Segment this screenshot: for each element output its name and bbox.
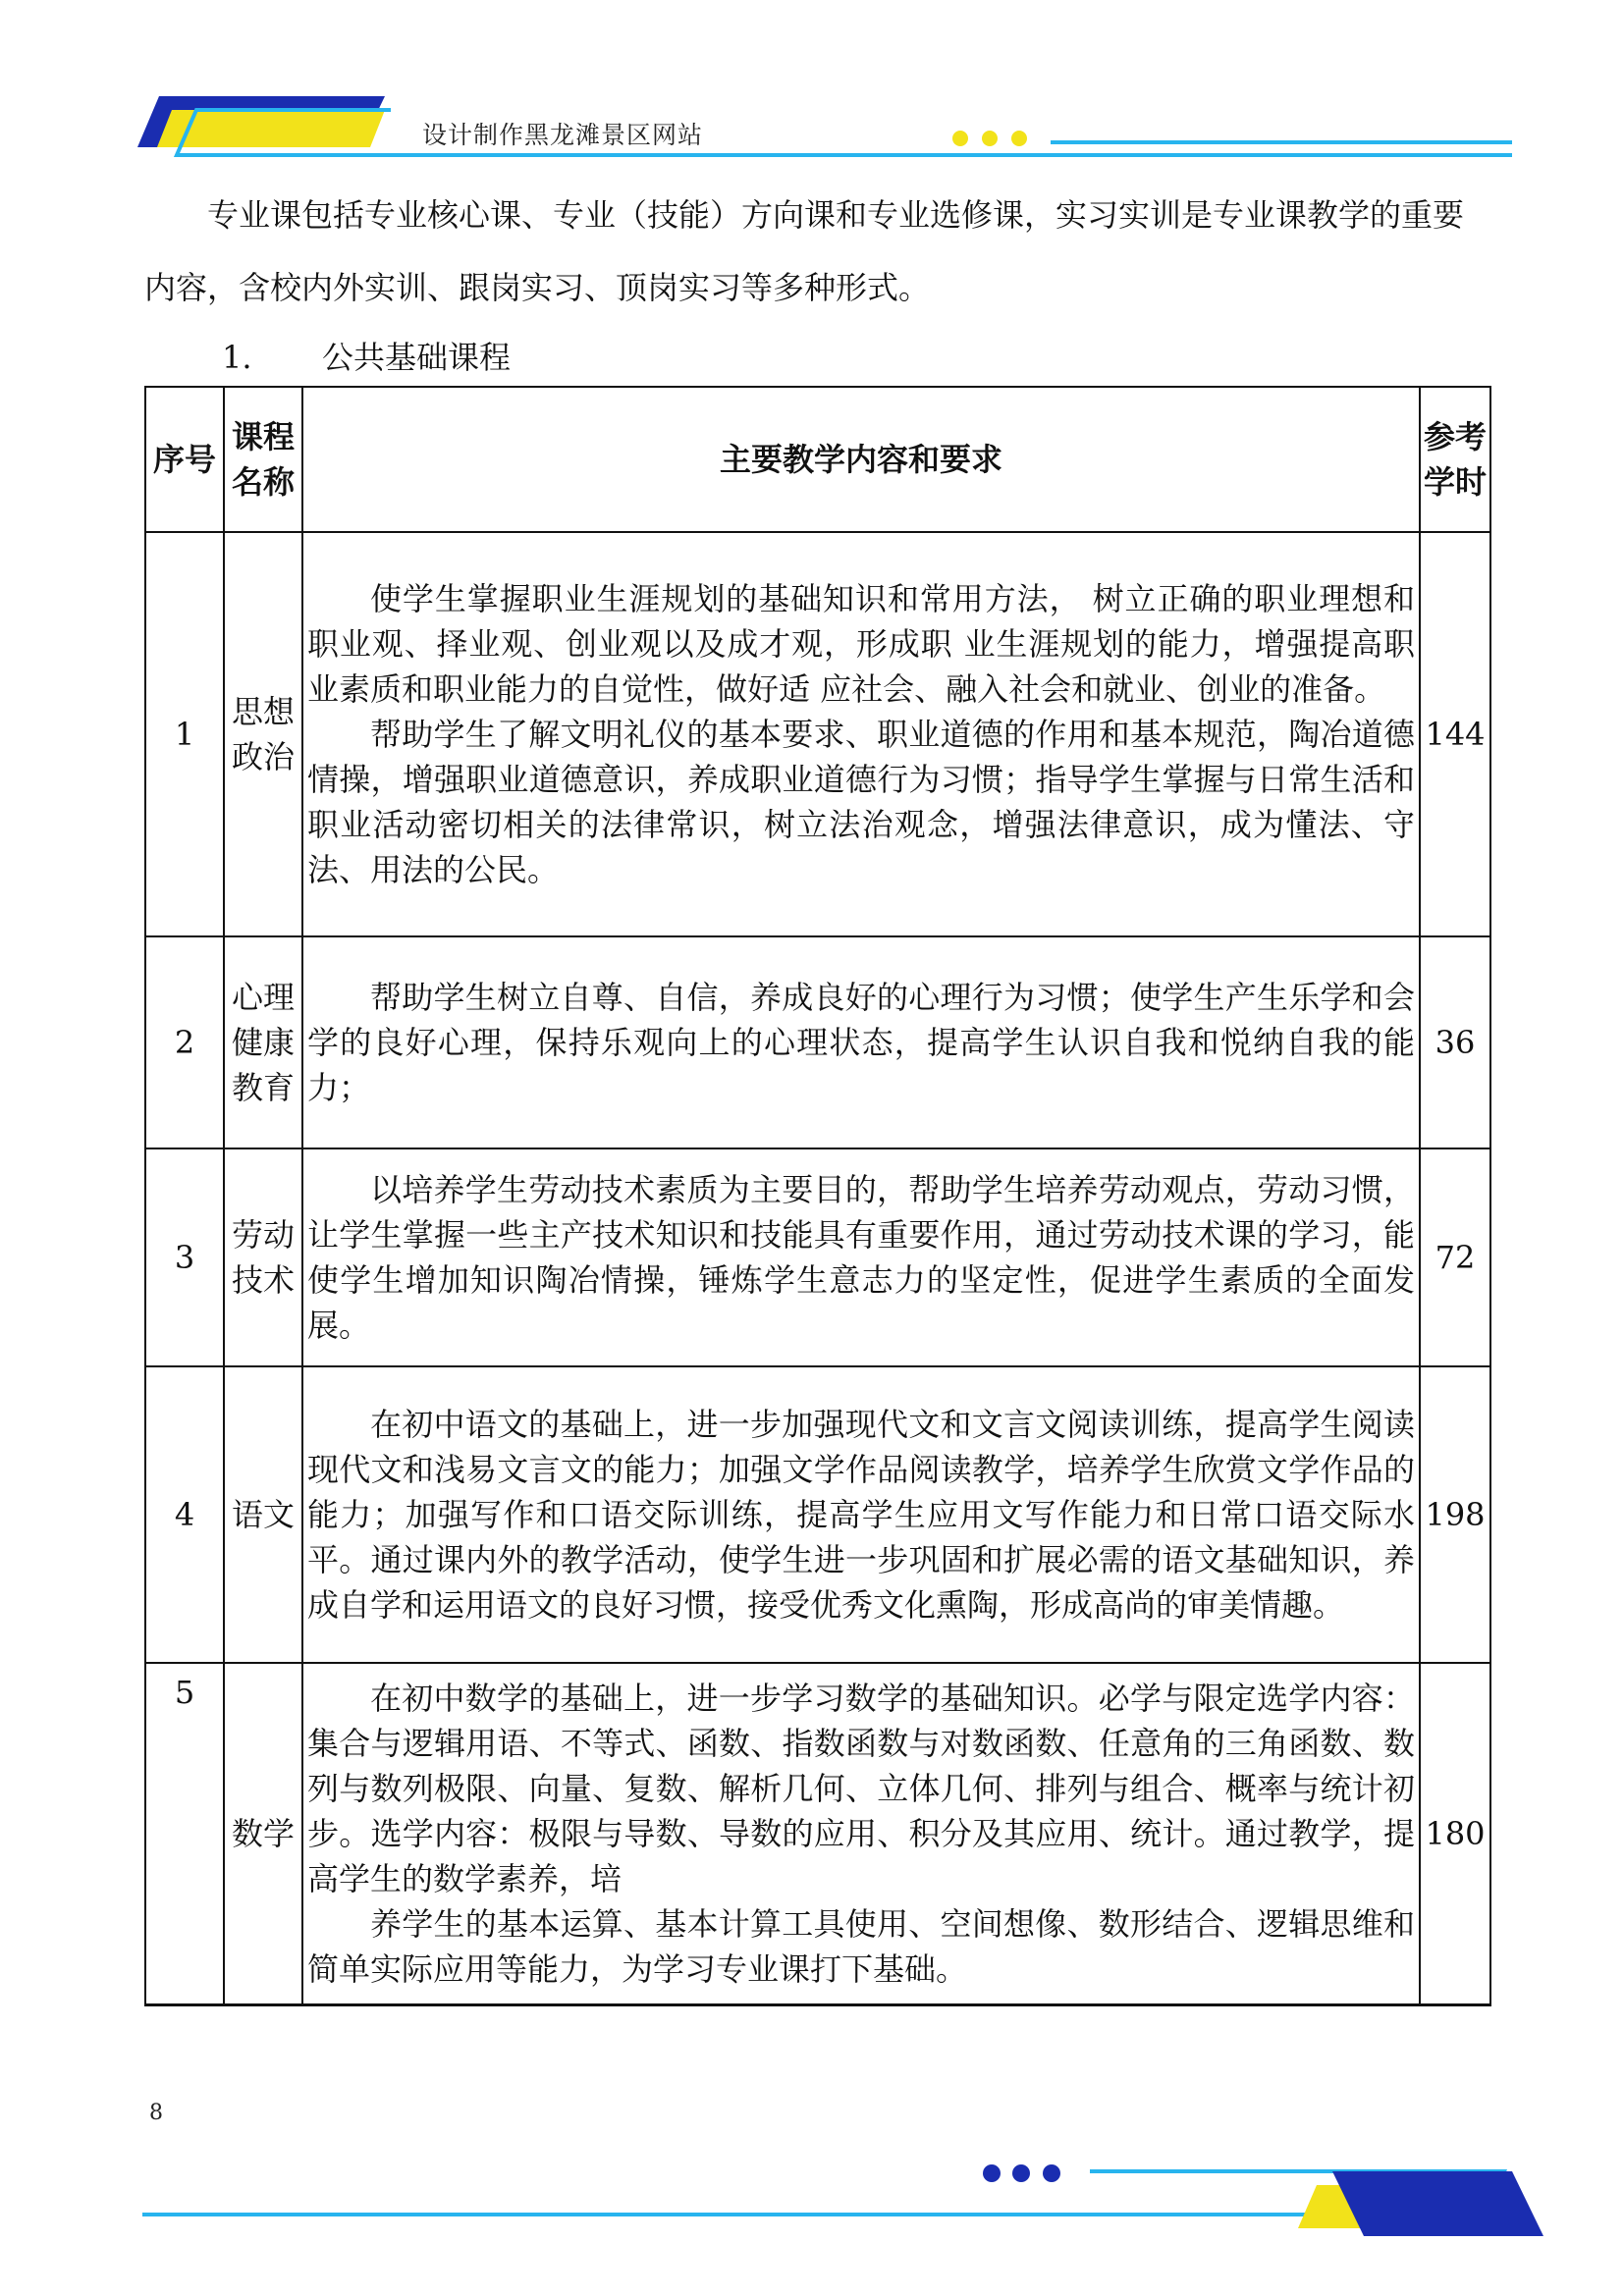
row-content-paragraph: 帮助学生树立自尊、自信，养成良好的心理行为习惯；使学生产生乐学和会学的良好心理，保持乐观向上的心理状态，提高学生认识自我和悦纳自我的能力； [307,979,1415,1106]
row-no: 4 [145,1366,224,1663]
row-no: 5 [145,1663,224,2004]
header-name-line1: 课程 [231,418,295,455]
header-hours-line1: 参考 [1423,418,1487,455]
footer-cyan-outline [142,2171,1504,2215]
row-hours: 198 [1420,1366,1490,1663]
row-no: 1 [145,532,224,936]
row-hours: 144 [1420,532,1490,936]
header-name-line2: 名称 [231,463,295,501]
table-row [145,936,1490,1148]
row-content [302,1148,1420,1366]
header-hours [1420,387,1490,532]
page-number: 8 [149,2101,163,2125]
table-header-row [145,387,1490,532]
row-course-name-line: 技术 [231,1261,295,1299]
section-number: 1. [222,339,252,376]
header-no: 序号 [145,387,224,532]
row-hours: 180 [1420,1663,1490,2004]
row-course-name [224,532,302,936]
row-course-name-line: 劳动 [231,1216,295,1254]
row-course-name-line: 教育 [231,1069,295,1106]
footer-dot-3 [1043,2164,1060,2182]
row-course-name-line: 政治 [231,738,295,775]
course-table [144,386,1491,2006]
row-content [302,1366,1420,1663]
footer-navy-parallelogram [1332,2171,1543,2236]
row-course-name [224,936,302,1148]
row-content [302,1663,1420,2004]
header-hours-line2: 学时 [1423,463,1487,501]
header-decoration [0,0,1624,177]
footer-dot-2 [1012,2164,1030,2182]
section-title: 公共基础课程 [322,339,512,376]
row-course-name [224,1148,302,1366]
table-row [145,532,1490,936]
row-content [302,532,1420,936]
footer-dot-1 [983,2164,1001,2182]
row-hours: 36 [1420,936,1490,1148]
row-content-paragraph: 在初中数学的基础上，进一步学习数学的基础知识。必学与限定选学内容：集合与逻辑用语、不等式、函数、指数函数与对数函数、任意角的三角函数、数列与数列极限、向量、复数、解析几何、立体几何、排列与组合、概率与统计初步。选学内容：极限与导数、导数的应用、积分及其应用、统计。通过教学，提高学生的数学素养，培 [307,1679,1415,1897]
intro-paragraph: 专业课包括专业核心课、专业（技能）方向课和专业选修课，实习实训是专业课教学的重要内容，含校内外实训、跟岗实习、顶岗实习等多种形式。 [144,196,1465,306]
header-dot-2 [982,131,998,146]
footer-decoration [0,2120,1624,2277]
row-course-name-line: 健康 [231,1024,295,1061]
row-no: 2 [145,936,224,1148]
row-course-name-line: 数学 [231,1814,295,1852]
row-course-name-line: 心理 [231,979,295,1016]
row-no: 3 [145,1148,224,1366]
row-hours: 72 [1420,1148,1490,1366]
row-content-paragraph: 在初中语文的基础上，进一步加强现代文和文言文阅读训练，提高学生阅读现代文和浅易文言文的能力；加强文学作品阅读教学，培养学生欣赏文学作品的能力；加强写作和口语交际训练，提高学生应用文写作能力和日常口语交际水平。通过课内外的教学活动，使学生进一步巩固和扩展必需的语文基础知识，养成自学和运用语文的良好习惯，接受优秀文化熏陶，形成高尚的审美情趣。 [307,1406,1415,1624]
header-name [224,387,302,532]
row-course-name [224,1366,302,1663]
header-dot-3 [1011,131,1027,146]
row-content [302,936,1420,1148]
header-yellow-parallelogram [157,110,385,147]
table-row [145,1663,1490,2004]
row-content-paragraph: 以培养学生劳动技术素质为主要目的，帮助学生培养劳动观点，劳动习惯，让学生掌握一些主产技术知识和技能具有重要作用，通过劳动技术课的学习，能使学生增加知识陶冶情操，锤炼学生意志力的坚定性，促进学生素质的全面发展。 [307,1171,1415,1344]
row-content-paragraph: 帮助学生了解文明礼仪的基本要求、职业道德的作用和基本规范，陶冶道德情操，增强职业道德意识，养成职业道德行为习惯；指导学生掌握与日常生活和职业活动密切相关的法律常识，树立法治观念，增强法律意识，成为懂法、守法、用法的公民。 [307,716,1415,888]
row-course-name [224,1663,302,2004]
row-course-name-line: 语文 [231,1496,295,1533]
table-row [145,1148,1490,1366]
header-content: 主要教学内容和要求 [302,387,1420,532]
row-content-paragraph: 养学生的基本运算、基本计算工具使用、空间想像、数形结合、逻辑思维和简单实际应用等能力，为学习专业课打下基础。 [307,1904,1415,1988]
header-title: 设计制作黑龙滩景区网站 [422,121,704,149]
table-row [145,1366,1490,1663]
row-content-paragraph: 使学生掌握职业生涯规划的基础知识和常用方法， 树立正确的职业理想和职业观、择业观、创业观以及成才观，形成职 业生涯规划的能力，增强提高职业素质和职业能力的自觉性，做好适 应社会、融入社会和就业、创业的准备。 [307,580,1415,708]
header-dot-1 [952,131,968,146]
row-course-name-line: 思想 [231,693,295,730]
section-heading [222,336,511,379]
